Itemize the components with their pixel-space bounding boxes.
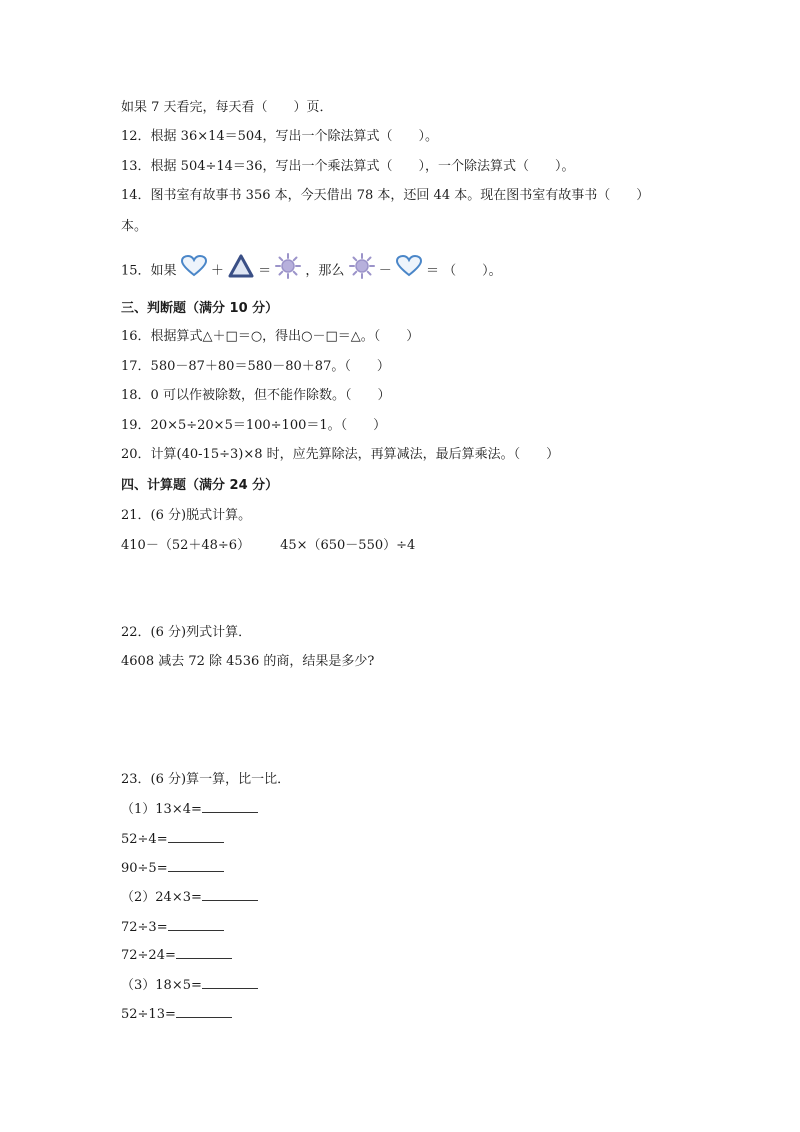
answer-line <box>121 859 224 878</box>
answer-line <box>121 946 232 965</box>
answer-prompt: （1）13×4= <box>121 802 202 817</box>
answer-line <box>121 1005 232 1024</box>
answer-line <box>121 800 258 819</box>
answer-blank[interactable] <box>202 976 258 989</box>
question-14-line-1: 14．图书室有故事书 356 本，今天借出 78 本，还回 44 本。现在图书室有故事书（ ） <box>121 188 650 203</box>
answer-prompt: 72÷3= <box>121 920 168 935</box>
answer-line <box>121 830 224 849</box>
answer-blank[interactable] <box>168 918 224 931</box>
question-14-line-2: 本。 <box>121 219 148 234</box>
sun-icon <box>275 253 301 289</box>
question-15-mid: ，那么 <box>305 263 345 279</box>
answer-line <box>121 976 258 995</box>
question-11-tail: 如果 7 天看完，每天看（ ）页． <box>121 100 333 115</box>
question-18: 18．0 可以作被除数，但不能作除数。（ ） <box>121 388 391 403</box>
equals-sign: ＝ <box>258 263 272 279</box>
section-3-title: 三、判断题（满分 10 分） <box>121 301 279 316</box>
expression-1: 410－（52＋48÷6） <box>121 538 251 553</box>
question-17: 17．580－87＋80＝580－80＋87。（ ） <box>121 359 390 374</box>
question-20: 20．计算(40-15÷3)×8 时，应先算除法，再算减法，最后算乘法。（ ） <box>121 447 560 462</box>
plus-sign: ＋ <box>210 263 224 279</box>
answer-line <box>121 888 258 907</box>
answer-prompt: （3）18×5= <box>121 978 202 993</box>
section-4-title: 四、计算题（满分 24 分） <box>121 478 279 493</box>
answer-prompt: 90÷5= <box>121 861 168 876</box>
question-22-text: 4608 减去 72 除 4536 的商，结果是多少? <box>121 654 375 669</box>
expression-2: 45×（650－550）÷4 <box>280 538 416 553</box>
question-15-prefix: 15．如果 <box>121 263 177 279</box>
minus-sign: － <box>378 263 392 279</box>
question-12: 12．根据 36×14＝504，写出一个除法算式（ ）。 <box>121 129 438 144</box>
answer-prompt: （2）24×3= <box>121 890 202 905</box>
question-22-title: 22．(6 分)列式计算． <box>121 625 252 640</box>
heart-icon <box>181 255 207 287</box>
answer-blank[interactable] <box>202 800 258 813</box>
question-19: 19．20×5÷20×5＝100÷100＝1。（ ） <box>121 418 387 433</box>
answer-line <box>121 918 224 937</box>
answer-prompt: 52÷13= <box>121 1007 176 1022</box>
question-15 <box>121 253 502 289</box>
question-16: 16．根据算式△＋□＝○，得出○－□＝△。（ ） <box>121 329 420 344</box>
question-21-title: 21．(6 分)脱式计算。 <box>121 508 252 523</box>
question-21-expressions <box>121 537 415 555</box>
answer-blank[interactable] <box>168 830 224 843</box>
question-23-title: 23．(6 分)算一算，比一比． <box>121 772 291 787</box>
question-15-suffix: （ ）。 <box>443 263 502 279</box>
sun-icon <box>349 253 375 289</box>
answer-prompt: 52÷4= <box>121 832 168 847</box>
equals-sign: ＝ <box>426 263 440 279</box>
heart-icon <box>396 255 422 287</box>
question-13: 13．根据 504÷14＝36，写出一个乘法算式（ ），一个除法算式（ ）。 <box>121 159 575 174</box>
answer-prompt: 72÷24= <box>121 948 176 963</box>
triangle-icon <box>228 254 254 288</box>
answer-blank[interactable] <box>202 888 258 901</box>
answer-blank[interactable] <box>176 946 232 959</box>
answer-blank[interactable] <box>168 859 224 872</box>
answer-blank[interactable] <box>176 1005 232 1018</box>
